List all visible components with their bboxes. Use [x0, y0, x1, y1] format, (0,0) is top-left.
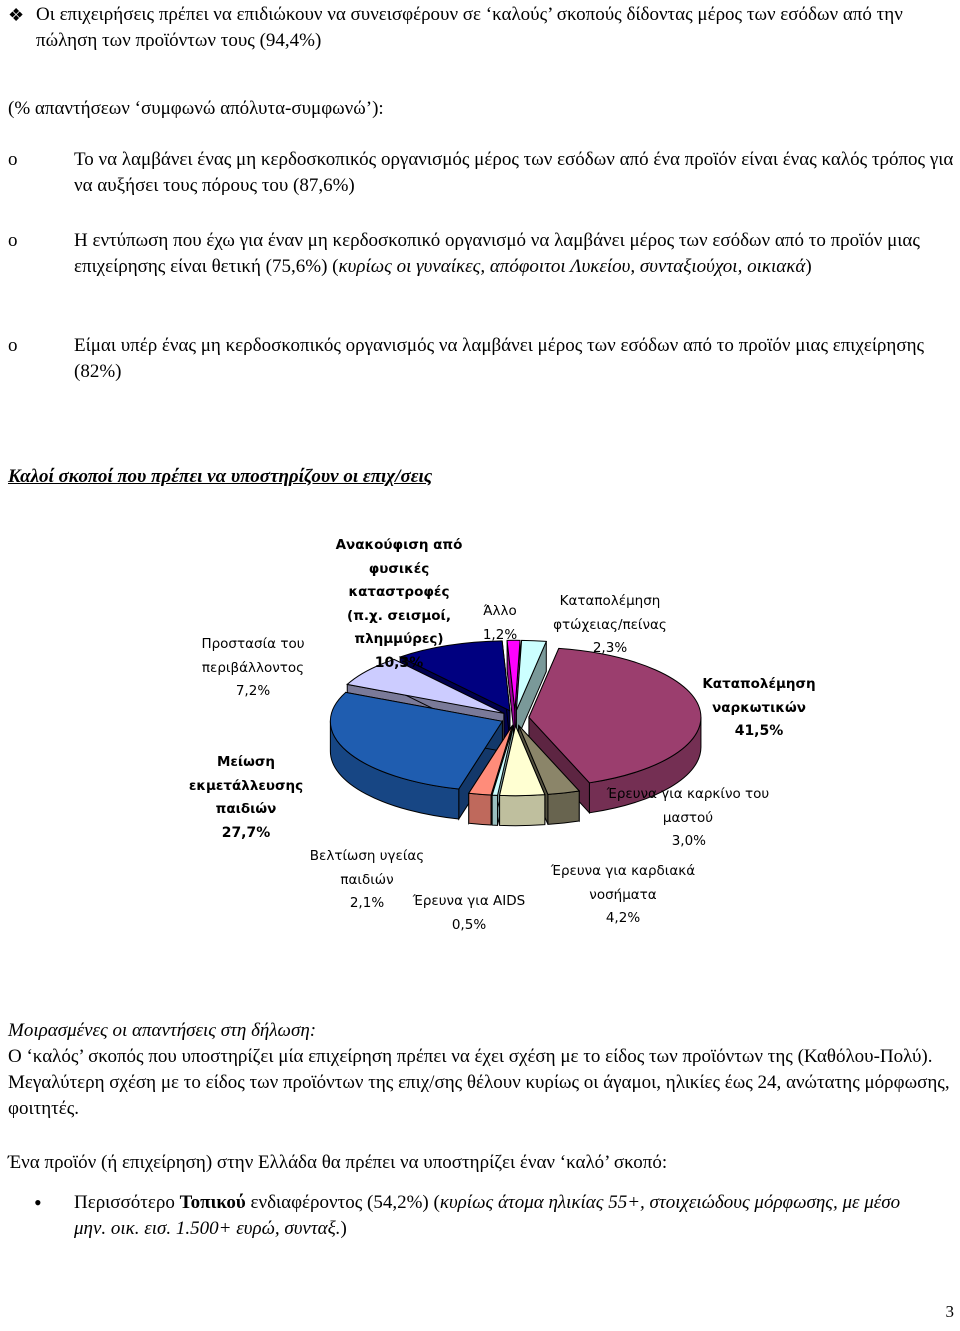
shared-heading: Μοιρασμένες οι απαντήσεις στη δήλωση:: [8, 1020, 317, 1041]
circle-bullet-icon: o: [8, 149, 18, 170]
page-number: 3: [945, 1302, 954, 1321]
list-item-text: Η εντύπωση που έχω για έναν μη κερδοσκοπικό οργανισμό να λαμβάνει μέρος των εσόδων από το προϊόν μιας επιχείρησης είναι θετική (75,6%) (: [74, 230, 920, 277]
label-natural-disasters: Ανακούφιση από φυσικές καταστροφές (π.χ. σεισμοί, πλημμύρες) 10,3%: [335, 537, 463, 671]
pie-slice-side: [469, 793, 491, 825]
label-drugs: Καταπολέμηση ναρκωτικών 41,5%: [702, 676, 816, 739]
label-heart-disease: Έρευνα για καρδιακά νοσήματα 4,2%: [550, 863, 696, 926]
label-aids: Έρευνα για AIDS 0,5%: [412, 893, 526, 933]
intro-text: Οι επιχειρήσεις πρέπει να επιδιώκουν να συνεισφέρουν σε ‘καλούς’ σκοπούς δίδοντας μέρος των εσόδων από την πώληση των προϊόντων τους (94,4%): [36, 4, 903, 51]
label-breast-cancer: Έρευνα για καρκίνο του μαστού 3,0%: [606, 786, 770, 849]
pie-slice-side: [500, 795, 545, 826]
label-environment: Προστασία του περιβάλλοντος 7,2%: [201, 636, 305, 699]
label-other: Άλλο 1,2%: [482, 603, 518, 643]
shared-text: Ο ‘καλός’ σκοπός που υποστηρίζει μία επιχείρηση πρέπει να έχει σχέση με το είδος των προϊόντων της (Καθόλου-Πολύ). Μεγαλύτερη σχέση με το είδος των προϊόντων της επιχ/σης θέλουν κυρίως οι άγαμοι, ηλικίες έως 24, ανώτατης μόρφωσης, φοιτητές.: [8, 1046, 950, 1119]
bullet-dot-icon: •: [34, 1190, 42, 1215]
list-item-text: Το να λαμβάνει ένας μη κερδοσκοπικός οργανισμός μέρος των εσόδων από ένα προϊόν είναι ένας καλός τρόπος για να αυξήσει τους πόρους του (87,6%): [74, 149, 954, 196]
list-item-tail: ): [805, 256, 812, 277]
pie-slice-side: [492, 795, 497, 825]
responses-label: (% απαντήσεων ‘συμφωνώ απόλυτα-συμφωνώ’):: [8, 98, 384, 119]
label-child-exploitation: Μείωση εκμετάλλευσης παιδιών 27,7%: [188, 754, 304, 841]
label-child-health: Βελτίωση υγείας παιδιών 2,1%: [309, 848, 425, 911]
circle-bullet-icon: o: [8, 335, 18, 356]
label-poverty: Καταπολέμηση φτώχειας/πείνας 2,3%: [553, 593, 667, 656]
pie-slice-side: [548, 791, 579, 824]
list-item-text: Είμαι υπέρ ένας μη κερδοσκοπικός οργανισμός να λαμβάνει μέρος των εσόδων από το προϊόν μιας επιχείρησης (82%): [74, 335, 925, 382]
section-heading: Καλοί σκοποί που πρέπει να υποστηρίζουν οι επιχ/σεις: [8, 466, 433, 487]
list-item-italic-note: κυρίως οι γυναίκες, απόφοιτοι Λυκείου, συνταξιούχοι, οικιακά: [338, 256, 806, 277]
diamond-bullet-icon: ❖: [8, 5, 25, 25]
circle-bullet-icon: o: [8, 230, 18, 251]
greece-statement: Ένα προϊόν (ή επιχείρηση) στην Ελλάδα θα πρέπει να υποστηρίζει έναν ‘καλό’ σκοπό:: [8, 1152, 668, 1173]
